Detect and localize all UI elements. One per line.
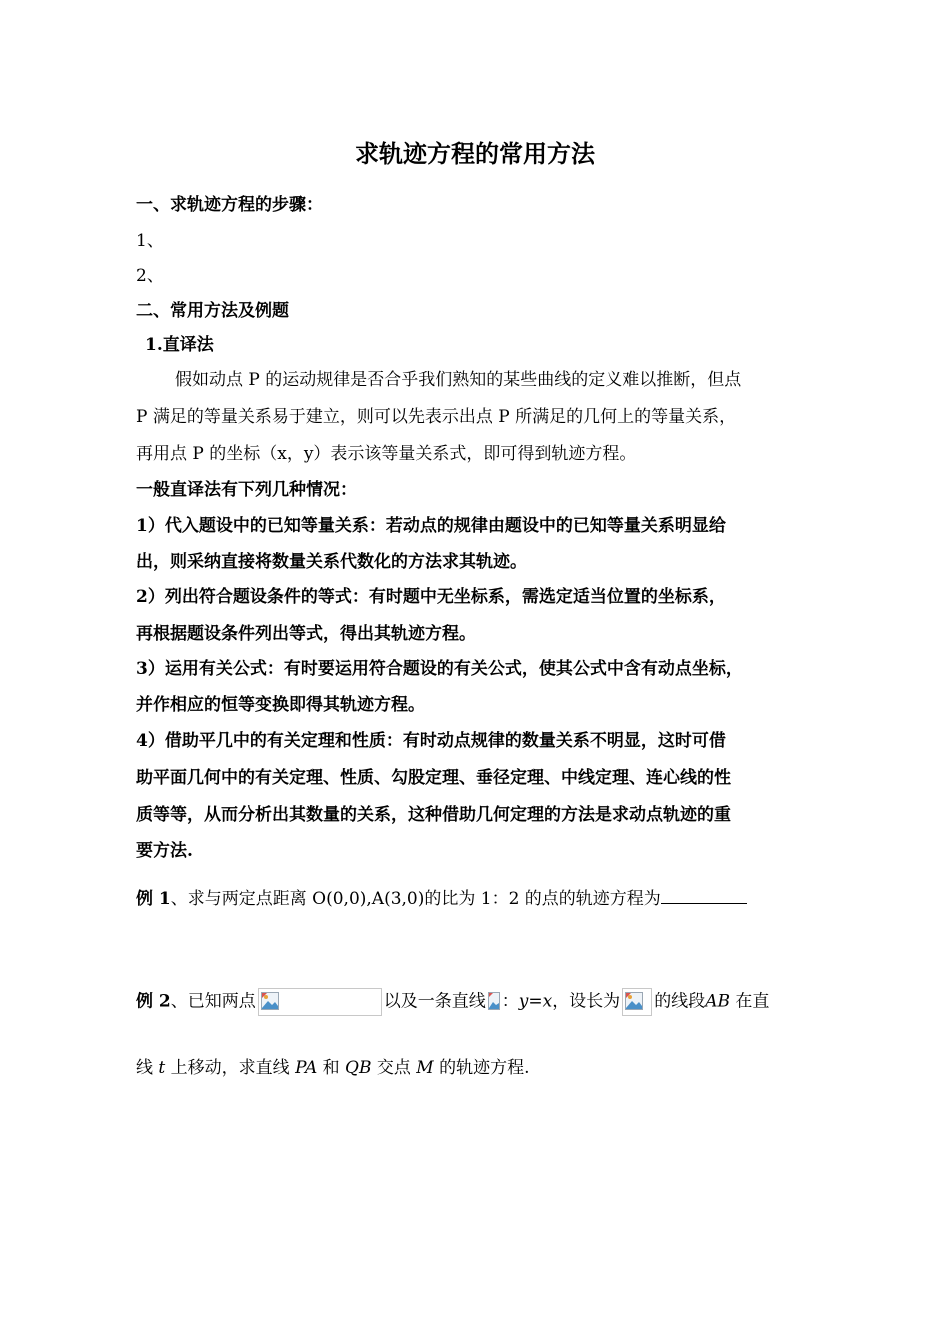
example-1	[136, 884, 747, 909]
section1-heading: 一、求轨迹方程的步骤：	[136, 195, 323, 215]
cases-heading: 一般直译法有下列几种情况：	[136, 480, 357, 500]
section2-heading: 二、常用方法及例题	[136, 301, 289, 321]
example-2-text: 以及一条直线	[383, 991, 486, 1012]
segment-name: AB	[705, 991, 730, 1012]
case-line: 助平面几何中的有关定理、性质、勾股定理、垂径定理、中线定理、连心线的性	[136, 768, 731, 788]
broken-image-icon	[258, 988, 382, 1016]
example-2-text: ：	[501, 991, 519, 1012]
case-line: 并作相应的恒等变换即得其轨迹方程。	[136, 695, 425, 715]
broken-image-icon	[622, 988, 652, 1016]
point-m: M	[416, 1058, 434, 1078]
example-2-text: 和	[317, 1058, 346, 1078]
answer-blank	[661, 887, 747, 904]
step-item-2: 2、	[136, 266, 164, 286]
example-2-text: 线	[136, 1058, 159, 1078]
line-pa: PA	[295, 1058, 318, 1078]
method1-heading: 1.直译法	[145, 335, 214, 355]
page-title: 求轨迹方程的常用方法	[355, 139, 595, 168]
broken-image-icon	[488, 989, 500, 1015]
example-2-line-2	[136, 1053, 530, 1078]
case-line: 4）借助平几中的有关定理和性质：有时动点规律的数量关系不明显，这时可借	[136, 731, 726, 751]
example-2-line-1	[136, 988, 769, 1016]
line-name: t	[158, 1058, 166, 1078]
intro-line-2: P 满足的等量关系易于建立，则可以先表示出点 P 所满足的几何上的等量关系，	[136, 407, 737, 427]
case-line: 要方法.	[136, 841, 193, 861]
case-line: 3）运用有关公式：有时要运用符合题设的有关公式，使其公式中含有动点坐标，	[136, 659, 743, 679]
line-qb: QB	[345, 1058, 372, 1078]
line-equation: y=x	[518, 991, 553, 1012]
example-2-text: 的线段	[654, 991, 706, 1012]
case-line: 质等等，从而分析出其数量的关系，这种借助几何定理的方法是求动点轨迹的重	[136, 805, 731, 825]
example-2-label: 例 2	[136, 991, 171, 1012]
example-2-text: 在直	[729, 991, 770, 1012]
example-2-text: 的轨迹方程.	[433, 1058, 530, 1078]
case-line: 出，则采纳直接将数量关系代数化的方法求其轨迹。	[136, 552, 527, 572]
case-line: 2）列出符合题设条件的等式：有时题中无坐标系，需选定适当位置的坐标系，	[136, 587, 726, 607]
example-2-text: 交点	[371, 1058, 417, 1078]
case-line: 再根据题设条件列出等式，得出其轨迹方程。	[136, 624, 476, 644]
example-1-text: 、求与两定点距离 O(0,0),A(3,0)的比为 1：2 的点的轨迹方程为	[170, 889, 661, 909]
example-2-text: 上移动，求直线	[165, 1058, 296, 1078]
step-item-1: 1、	[136, 231, 164, 251]
example-1-label: 例 1	[136, 889, 171, 909]
example-2-text: ，设长为	[552, 991, 621, 1012]
intro-line-3: 再用点 P 的坐标（x，y）表示该等量关系式，即可得到轨迹方程。	[136, 444, 637, 464]
intro-line-1: 假如动点 P 的运动规律是否合乎我们熟知的某些曲线的定义难以推断，但点	[175, 370, 742, 390]
case-line: 1）代入题设中的已知等量关系：若动点的规律由题设中的已知等量关系明显给	[136, 516, 726, 536]
example-2-text: 、已知两点	[170, 991, 256, 1012]
